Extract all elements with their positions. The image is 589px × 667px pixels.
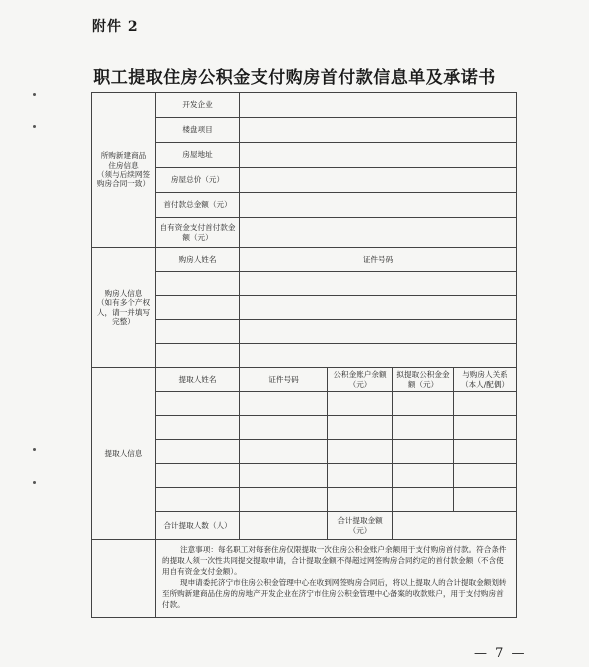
withdrawer-name-cell[interactable] [156,416,240,440]
field-label-developer: 开发企业 [156,93,240,118]
withdrawer-name-cell[interactable] [156,440,240,464]
withdrawer-row [92,464,517,488]
buyer-row [92,344,517,368]
total-amount-label: 合计提取金额（元） [328,512,393,540]
withdrawer-name-cell[interactable] [156,464,240,488]
field-value-down-payment[interactable] [240,193,517,218]
buyer-id-cell[interactable] [240,296,517,320]
buyer-name-cell[interactable] [156,272,240,296]
withdrawer-header-row [92,368,517,392]
relationship-cell[interactable] [454,488,517,512]
balance-cell[interactable] [328,440,393,464]
withdrawer-id-cell[interactable] [240,416,328,440]
amount-cell[interactable] [393,464,454,488]
buyer-name-cell[interactable] [156,320,240,344]
amount-cell[interactable] [393,440,454,464]
property-row [92,218,517,248]
withdrawer-section-label: 提取人信息 [92,368,156,540]
withdrawer-id-header: 证件号码 [240,368,328,392]
field-value-project[interactable] [240,118,517,143]
balance-cell[interactable] [328,464,393,488]
withdrawer-id-cell[interactable] [240,392,328,416]
document-title: 职工提取住房公积金支付购房首付款信息单及承诺书 [93,68,496,88]
relationship-cell[interactable] [454,416,517,440]
buyer-name-cell[interactable] [156,296,240,320]
page-number: — 7 — [474,646,527,661]
field-value-developer[interactable] [240,93,517,118]
buyer-id-cell[interactable] [240,272,517,296]
field-value-total-price[interactable] [240,168,517,193]
withdrawer-name-cell[interactable] [156,488,240,512]
balance-cell[interactable] [328,488,393,512]
balance-cell[interactable] [328,416,393,440]
buyer-id-cell[interactable] [240,344,517,368]
withdrawer-name-header: 提取人姓名 [156,368,240,392]
relationship-cell[interactable] [454,392,517,416]
total-amount-value[interactable] [393,512,517,540]
info-form-table [91,92,517,618]
property-row [92,143,517,168]
attachment-label: 附件 2 [92,19,139,35]
margin-mark [33,93,36,96]
buyer-row [92,320,517,344]
withdrawer-name-cell[interactable] [156,392,240,416]
buyer-row [92,272,517,296]
field-label-address: 房屋地址 [156,143,240,168]
total-count-label: 合计提取人数（人） [156,512,240,540]
balance-cell[interactable] [328,392,393,416]
withdrawer-row [92,392,517,416]
margin-mark [33,125,36,128]
amount-cell[interactable] [393,416,454,440]
field-label-own-funds: 自有资金支付首付款金额（元） [156,218,240,248]
withdrawer-id-cell[interactable] [240,440,328,464]
notes-paragraph-2: 现申请委托济宁市住房公积金管理中心在收到网签购房合同后，将以上提取人的合计提取金额划转至所购新建商品住房的房地产开发企业在济宁市住房公积金管理中心备案的收款账户，用于支付购房首付款。 [162,578,507,609]
withdrawer-total-row [92,512,517,540]
relationship-cell[interactable] [454,464,517,488]
account-balance-header: 公积金账户余额（元） [328,368,393,392]
field-value-address[interactable] [240,143,517,168]
amount-cell[interactable] [393,392,454,416]
field-label-total-price: 房屋总价（元） [156,168,240,193]
notes-blank-cell [92,540,156,618]
notes-row [92,540,517,618]
property-row [92,118,517,143]
buyer-header-row [92,248,517,272]
margin-mark [33,448,36,451]
buyer-name-cell[interactable] [156,344,240,368]
property-row [92,168,517,193]
relationship-header: 与购房人关系（本人/配偶） [454,368,517,392]
field-label-project: 楼盘项目 [156,118,240,143]
withdrawer-id-cell[interactable] [240,488,328,512]
field-value-own-funds[interactable] [240,218,517,248]
withdrawer-row [92,440,517,464]
buyer-name-header: 购房人姓名 [156,248,240,272]
total-count-value[interactable] [240,512,328,540]
withdrawer-row [92,416,517,440]
property-row [92,93,517,118]
buyer-section-label: 购房人信息 （如有多个产权 人，请一并填写 完整） [92,248,156,368]
buyer-id-cell[interactable] [240,320,517,344]
notes-paragraph-1: 注意事项：每名职工对每套住房仅限提取一次住房公积金账户余额用于支付购房首付款。符合条件的提取人须一次性共同提交提取申请，合计提取金额不得超过网签购房合同约定的首付款金额（不含使用自有资金支付金额）。 [162,545,507,576]
field-label-down-payment: 首付款总金额（元） [156,193,240,218]
withdraw-amount-header: 拟提取公积金金额（元） [393,368,454,392]
relationship-cell[interactable] [454,440,517,464]
buyer-row [92,296,517,320]
withdrawer-row [92,488,517,512]
property-section-label: 所购新建商品 住房信息 （须与后续网签 购房合同一致） [92,93,156,248]
amount-cell[interactable] [393,488,454,512]
buyer-id-header: 证件号码 [240,248,517,272]
notes-block [156,540,517,618]
withdrawer-id-cell[interactable] [240,464,328,488]
property-row [92,193,517,218]
margin-mark [33,481,36,484]
